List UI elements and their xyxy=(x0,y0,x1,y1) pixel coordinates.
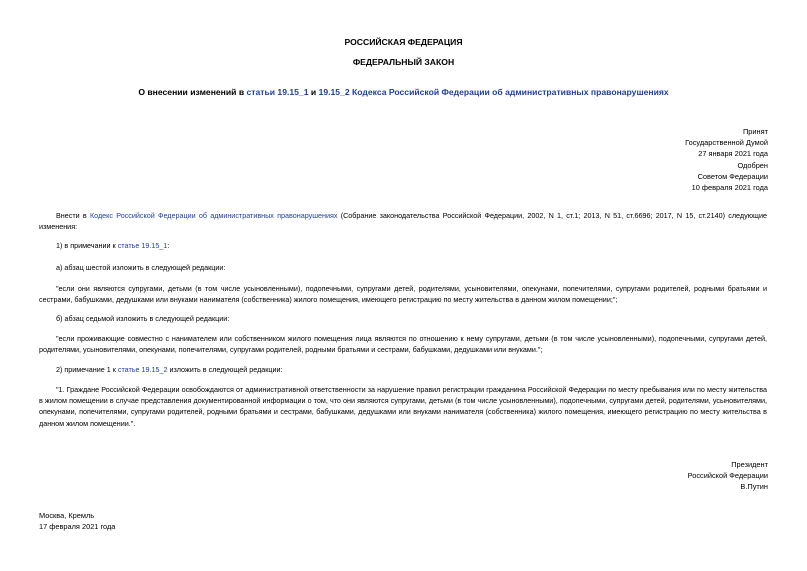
adoption-adopted: Принят xyxy=(742,127,768,136)
paragraph-quote-note-1: "1. Граждане Российской Федерации освобождаются от административной ответственности за нарушение правил регистрации гражданина Российской Федерации по месту пребывания или по месту жительства в жилом помещении в случае представления документированной информации о том, что они являются супругами, детьми (в том числе усыновленными), подопечными, супругами детей, родителями, усыновителями, опекунами, попечителями, супругами родителей, родными братьями и сестрами, бабушками, дедушками или внуками нанимателя (собственника) жилого помещения, имеющего регистрацию по месту жительства в данном жилом помещении.". xyxy=(39,385,767,428)
adoption-council-date: 10 февраля 2021 года xyxy=(691,183,768,193)
adoption-duma: Государственной Думой xyxy=(685,138,768,148)
doc-type-heading: ФЕДЕРАЛЬНЫЙ ЗАКОН xyxy=(352,57,455,67)
title-and: и xyxy=(308,87,319,97)
p1-prefix: Внести в xyxy=(56,211,90,220)
paragraph-quote-b: "если проживающие совместно с нанимателем или собственником жилого помещения лица являются по отношению к нему супругами, детьми (в том числе усыновленными), подопечными, супругами детей, родителями, усыновителями, опекунами, попечителями, супругами родителей, родными братьями и сестрами, бабушками, дедушками или внуками."; xyxy=(39,334,767,355)
paragraph-quote-a: "если они являются супругами, детьми (в том числе усыновленными), подопечными, супругами детей, родителями, усыновителями, опекунами, попечителями, супругами родителей, родными братьями и сестрами, бабушками, дедушками или внуками нанимателя (собственника) жилого помещения, имеющего регистрацию по месту жительства в данном жилом помещении;"; xyxy=(39,284,767,305)
signature-name: В.Путин xyxy=(740,482,768,492)
link-koap[interactable]: Кодекс Российской Федерации об административных правонарушениях xyxy=(89,211,338,220)
place: Москва, Кремль xyxy=(39,511,95,520)
adoption-approved: Одобрен xyxy=(737,160,768,170)
paragraph-item-b: б) абзац седьмой изложить в следующей редакции: xyxy=(56,314,230,323)
p2-suffix: : xyxy=(167,241,170,250)
paragraph-item-a: а) абзац шестой изложить в следующей редакции: xyxy=(56,263,226,272)
title-link-article-19-15-2-code[interactable]: 19.15_2 Кодекса Российской Федерации об административных правонарушениях xyxy=(318,87,669,97)
signature-block xyxy=(688,459,768,493)
p7-prefix: 2) примечание 1 к xyxy=(56,365,118,374)
signature-title: Президент xyxy=(731,460,768,469)
title-link-article-19-15-1[interactable]: статьи 19.15_1 xyxy=(246,87,309,97)
signing-date: 17 февраля 2021 года xyxy=(39,522,116,532)
country-heading: РОССИЙСКАЯ ФЕДЕРАЦИЯ xyxy=(344,37,463,47)
law-title xyxy=(0,87,807,97)
signature-country: Российской Федерации xyxy=(687,471,768,481)
adoption-block xyxy=(685,126,768,193)
link-article-19-15-1[interactable]: статье 19.15_1 xyxy=(117,241,168,250)
paragraph-item-2 xyxy=(39,364,767,375)
title-prefix: О внесении изменений в xyxy=(138,87,247,97)
p7-suffix: изложить в следующей редакции: xyxy=(167,365,283,374)
paragraph-intro xyxy=(39,210,767,232)
adoption-duma-date: 27 января 2021 года xyxy=(698,149,768,159)
adoption-council: Советом Федерации xyxy=(697,171,768,181)
p2-prefix: 1) в примечании к xyxy=(56,241,118,250)
p1-suffix: (Собрание законодательства Российской Федерации, 2002, N 1, ст.1; 2013, N 51, ст.6696; 2017, N 15, ст.2140) следующие изменения: xyxy=(39,211,767,232)
paragraph-item-1 xyxy=(39,240,767,251)
place-date-block xyxy=(39,510,115,532)
link-article-19-15-2[interactable]: статье 19.15_2 xyxy=(117,365,168,374)
